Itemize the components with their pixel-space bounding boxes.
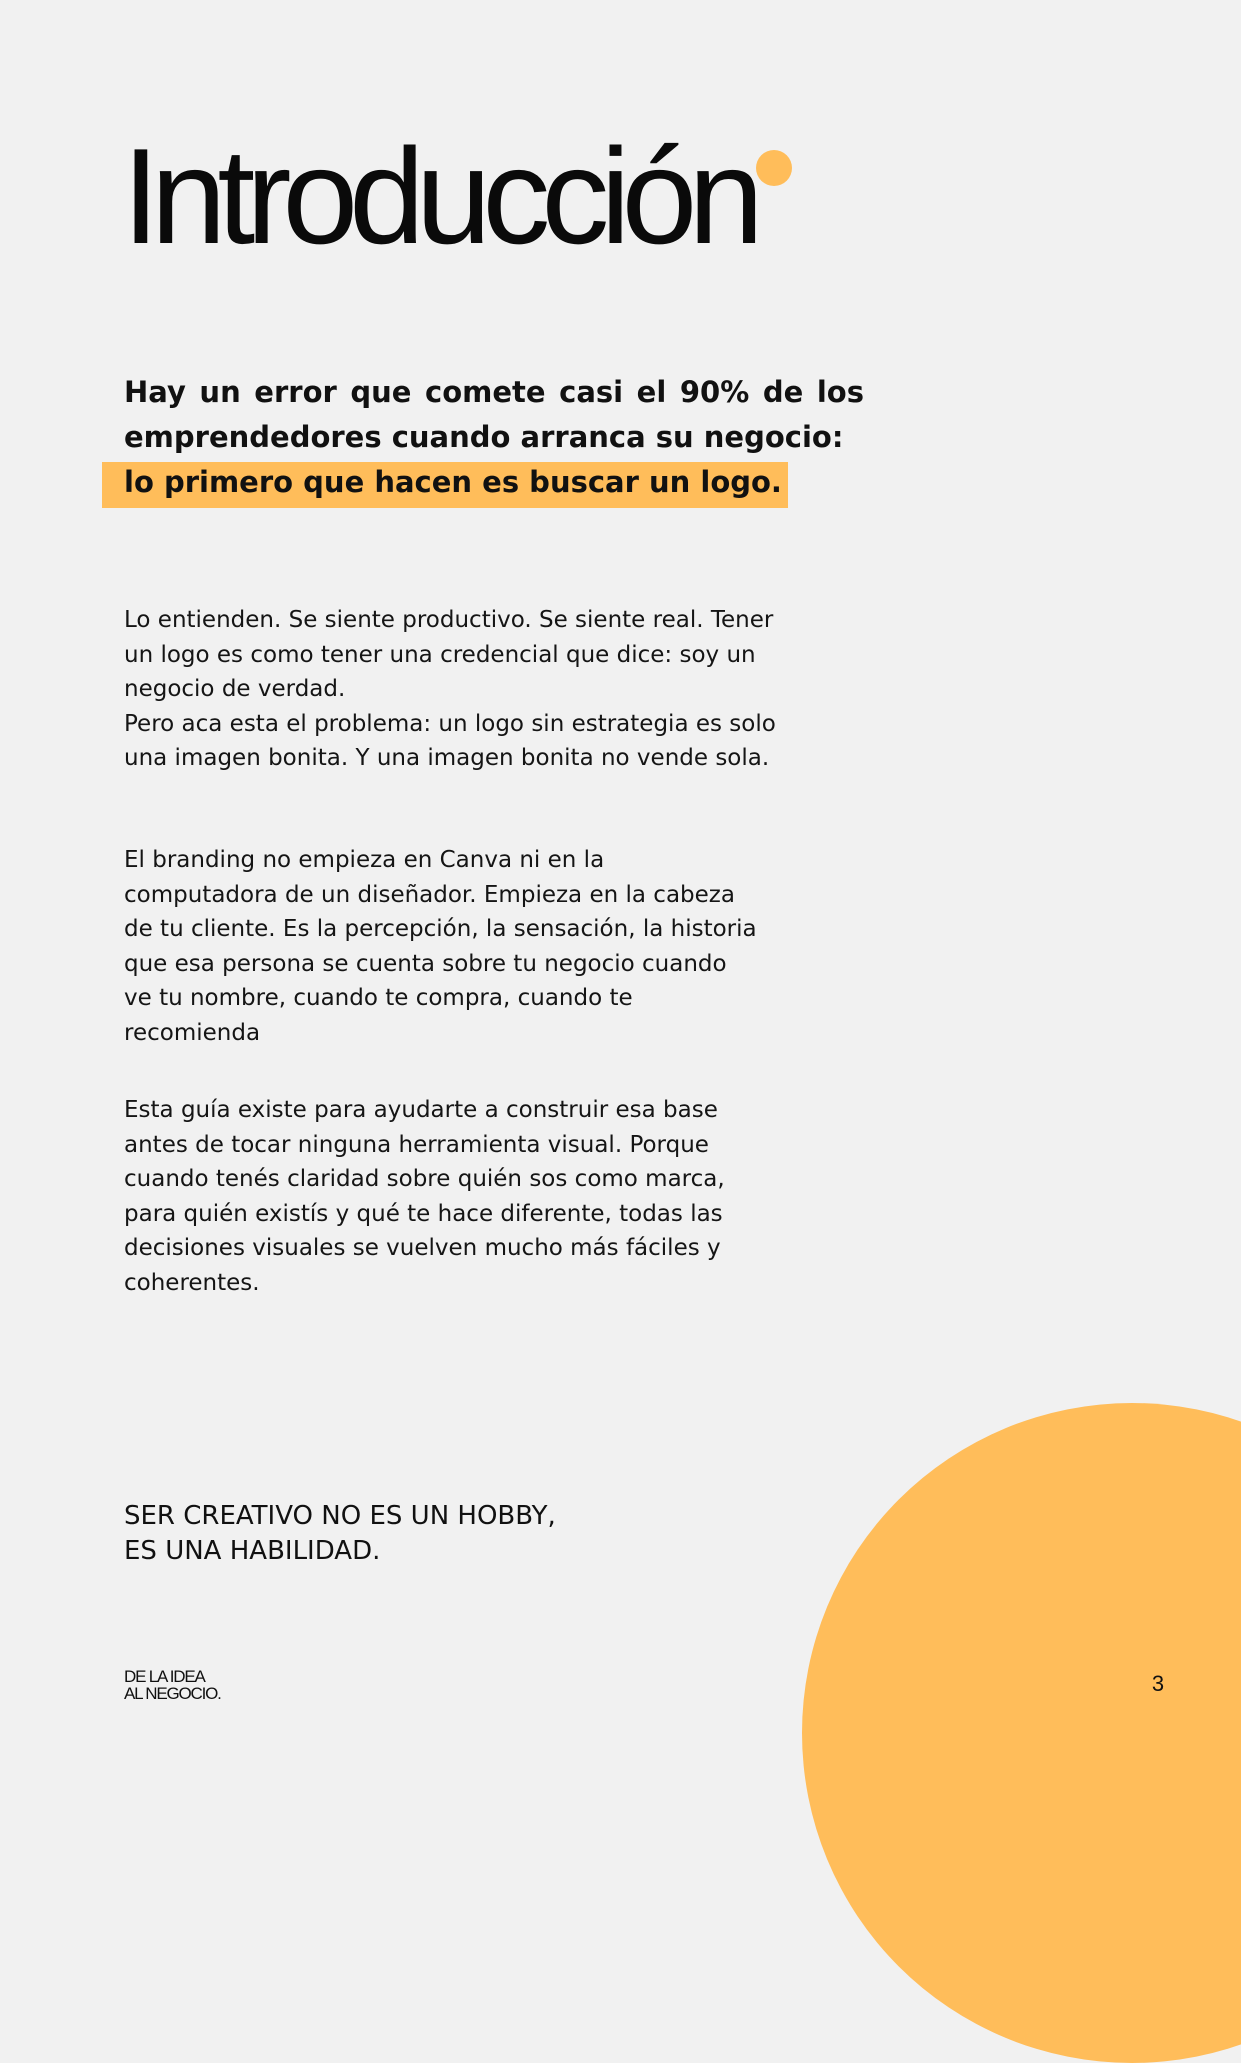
brand-logo — [124, 1668, 221, 1702]
paragraph-line: El branding no empieza en Canva ni en la — [124, 847, 605, 873]
page-title: Introducción — [122, 120, 755, 272]
paragraph-line: de tu cliente. Es la percepción, la sensación, la historia — [124, 916, 757, 942]
slogan-line: SER CREATIVO NO ES UN HOBBY, — [124, 1501, 556, 1531]
paragraph-line: decisiones visuales se vuelven mucho más fáciles y — [124, 1235, 721, 1261]
paragraph-line: ve tu nombre, cuando te compra, cuando te — [124, 985, 633, 1011]
body-paragraph-2 — [124, 843, 757, 1050]
paragraph-line: negocio de verdad. — [124, 676, 346, 702]
body-paragraph-1 — [124, 603, 776, 776]
title-accent-dot — [756, 150, 792, 186]
body-paragraph-3 — [124, 1093, 725, 1300]
paragraph-line: Lo entienden. Se siente productivo. Se siente real. Tener — [124, 607, 774, 633]
paragraph-line: Pero aca esta el problema: un logo sin estrategia es solo — [124, 710, 776, 737]
brand-logo-line: AL NEGOCIO. — [124, 1684, 221, 1703]
decorative-corner-circle — [802, 1403, 1241, 2063]
paragraph-line: cuando tenés claridad sobre quién sos como marca, — [124, 1166, 725, 1192]
slogan-line: ES UNA HABILIDAD. — [124, 1536, 381, 1566]
paragraph-line: antes de tocar ninguna herramienta visual. Porque — [124, 1131, 709, 1158]
lead-line-highlighted: lo primero que hacen es buscar un logo. — [124, 465, 782, 499]
paragraph-line: Esta guía existe para ayudarte a construir esa base — [124, 1097, 718, 1123]
lead-line: emprendedores cuando arranca su negocio: — [124, 420, 844, 454]
paragraph-line: una imagen bonita. Y una imagen bonita no vende sola. — [124, 745, 770, 771]
paragraph-line: recomienda — [124, 1019, 261, 1046]
brand-logo-line: DE LA IDEA — [124, 1667, 205, 1686]
page-number: 3 — [1151, 1671, 1165, 1696]
paragraph-line: un logo es como tener una credencial que dice: soy un — [124, 641, 756, 668]
paragraph-line: para quién existís y qué te hace diferente, todas las — [124, 1200, 723, 1227]
lead-statement — [124, 370, 864, 505]
paragraph-line: computadora de un diseñador. Empieza en la cabeza — [124, 881, 735, 908]
lead-line: Hay un error que comete casi el 90% de los — [124, 375, 864, 409]
paragraph-line: coherentes. — [124, 1269, 260, 1296]
paragraph-line: que esa persona se cuenta sobre tu negocio cuando — [124, 950, 727, 977]
slogan — [124, 1499, 556, 1569]
